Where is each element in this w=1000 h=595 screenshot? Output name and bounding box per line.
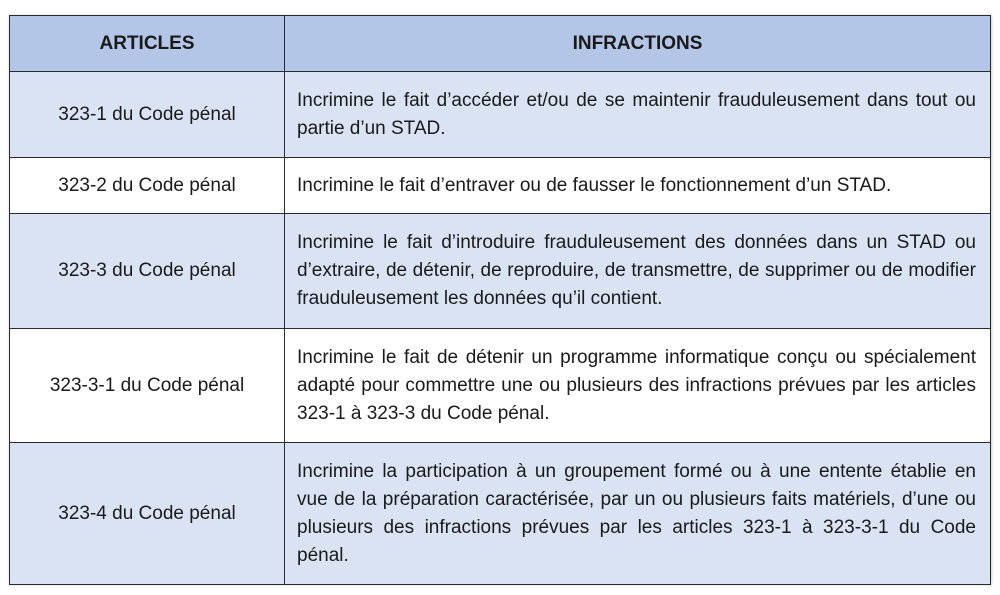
article-cell: 323-3 du Code pénal — [10, 214, 285, 329]
infraction-cell: Incrimine le fait d’introduire frauduleusement des données dans un STAD ou d’extraire, de détenir, de reproduire, de transmettre, de supprimer ou de modifier frauduleusement les données qu’il contient. — [285, 214, 991, 329]
article-cell: 323-2 du Code pénal — [10, 158, 285, 214]
infraction-cell: Incrimine le fait d’accéder et/ou de se maintenir frauduleusement dans tout ou partie d’un STAD. — [285, 72, 991, 158]
table-row — [10, 443, 991, 585]
article-cell: 323-3-1 du Code pénal — [10, 329, 285, 443]
infraction-cell: Incrimine le fait de détenir un programme informatique conçu ou spécialement adapté pour commettre une ou plusieurs des infractions prévues par les articles 323-1 à 323-3 du Code pénal. — [285, 329, 991, 443]
infraction-cell: Incrimine la participation à un groupement formé ou à une entente établie en vue de la préparation caractérisée, par un ou plusieurs faits matériels, d’une ou plusieurs des infractions prévues par les articles 323-1 à 323-3-1 du Code pénal. — [285, 443, 991, 585]
article-cell: 323-4 du Code pénal — [10, 443, 285, 585]
table-row — [10, 72, 991, 158]
table-header-row — [10, 16, 991, 72]
header-articles: ARTICLES — [10, 16, 285, 72]
table-row — [10, 214, 991, 329]
table-row — [10, 329, 991, 443]
header-infractions: INFRACTIONS — [285, 16, 991, 72]
infraction-cell: Incrimine le fait d’entraver ou de fausser le fonctionnement d’un STAD. — [285, 158, 991, 214]
table-row — [10, 158, 991, 214]
article-cell: 323-1 du Code pénal — [10, 72, 285, 158]
articles-infractions-table — [9, 15, 991, 585]
articles-table-container — [9, 15, 990, 583]
